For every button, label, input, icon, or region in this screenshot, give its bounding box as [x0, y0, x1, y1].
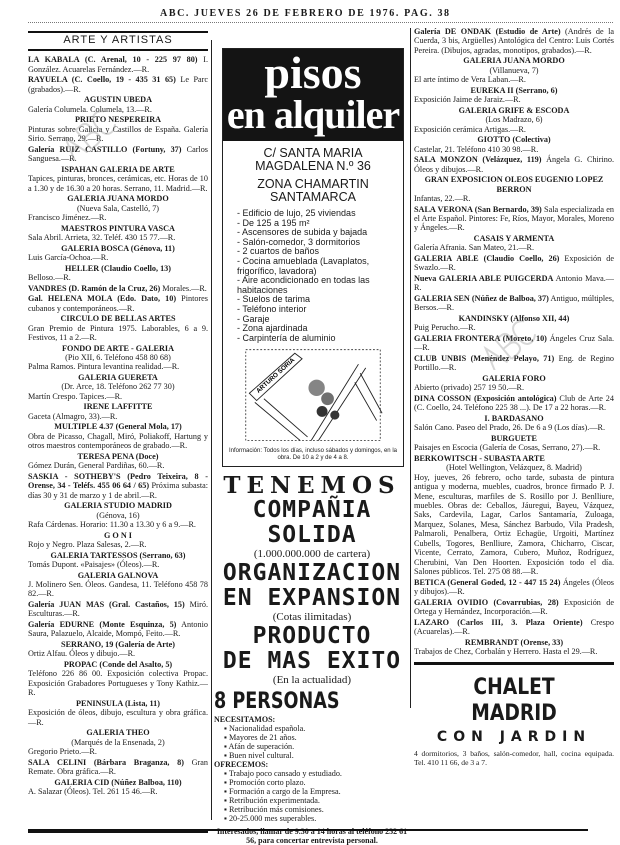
listing-text: Gran Remate. Obra gráfica.—R. — [28, 757, 209, 777]
listing-entry — [28, 194, 208, 222]
listing-title: GIOTTO (Colectiva) — [477, 135, 551, 145]
listing-title: GALERIA OVIDIO (Covarrubias, 28) — [414, 597, 559, 607]
listing-title: SALA CELINI (Bárbara Braganza, 8) — [28, 757, 184, 767]
listing-entry — [414, 434, 614, 453]
listing-entry — [414, 254, 614, 273]
listing-entry — [28, 422, 208, 450]
listing-text: Obra de Picasso, Chagall, Miró, Poliakoff, Hartung y otros maestros contemporáneos de grabado.—R. — [28, 431, 208, 451]
listing-entry — [28, 452, 208, 471]
listing-title: CIRCULO DE BELLAS ARTES — [60, 314, 176, 324]
pisos-ad-banner — [223, 49, 403, 141]
feature-item: - Teléfono interior — [237, 305, 403, 315]
listing-text: Gran Premio de Pintura 1975. Laborables, 6 a 9. Festivos, 11 a 2.—R. — [28, 323, 208, 343]
listing-title: EUREKA II (Serrano, 6) — [470, 85, 558, 95]
listing-title: LA KABALA (C. Arenal, 10 - 225 97 80) — [28, 55, 198, 65]
listing-text: Abierto (privado) 257 19 50.—R. — [414, 383, 525, 393]
ad-line: PRODUCTO — [252, 623, 372, 650]
listing-text: Ortiz Alfau. Óleos y dibujo.—R. — [28, 649, 136, 659]
listing-title: ISPAHAN GALERIA DE ARTE — [61, 164, 175, 174]
listing-entry — [28, 640, 208, 659]
listing-entry — [414, 414, 614, 433]
bottom-rule — [28, 829, 208, 833]
listing-title: GALERIA TARTESSOS (Serrano, 63) — [50, 550, 186, 560]
listing-entry — [414, 106, 614, 134]
listing-text: Exposición de Ortega y Hernández, Incorporación.—R. — [414, 597, 614, 616]
ad-zone: ZONA CHAMARTIN SANTAMARCA — [257, 177, 369, 204]
listing-entry — [414, 205, 614, 233]
listing-title: MAESTROS PINTURA VASCA — [61, 223, 175, 233]
listing-text: J. Molinero Sen. Óleos. Gandesa, 11. Teléfono 458 78 82.—R. — [28, 580, 208, 599]
listing-text: Infantas, 22.—R. — [414, 194, 471, 204]
listing-text: Galería Afrania. San Mateo, 21.—R. — [414, 243, 535, 253]
ad-note: (En la actualidad) — [272, 674, 352, 687]
listing-title: GALERIA FRONTERA (Moreto, 10) — [414, 334, 547, 344]
listing-title: GALERIA JUANA MORDO — [463, 56, 565, 66]
offer-item: ▪ Retribución experimentada. — [224, 796, 410, 805]
feature-item: - Garaje — [237, 315, 403, 325]
listing-entry — [414, 27, 614, 55]
job-ad — [214, 473, 410, 845]
listing-text: Gregorio Prieto.—R. — [28, 747, 97, 757]
feature-item: - 2 cuartos de baños — [237, 247, 403, 257]
ad-line: EN EXPANSION — [222, 585, 402, 612]
right-column — [414, 27, 614, 767]
listing-text: Gaceta (Almagro, 33).—R. — [28, 411, 118, 421]
section-title: ARTE Y ARTISTAS — [28, 31, 208, 51]
listing-text: Exposición cerámica Artigas.—R. — [414, 124, 526, 134]
listing-text: Le Parc (grabados).—R. — [28, 75, 208, 94]
listing-title: HELLER (Claudio Coello, 13) — [65, 263, 171, 273]
listing-title: FONDO DE ARTE - GALERIA — [61, 343, 175, 353]
listing-address: (Villanueva, 7) — [489, 65, 539, 75]
feature-item: - Edificio de lujo, 25 viviendas — [237, 209, 403, 219]
listing-entry — [414, 598, 614, 617]
feature-item: - Suelos de tarima — [237, 295, 403, 305]
offer-item: ▪ 20-25.000 mes superables. — [224, 814, 410, 823]
middle-column — [214, 48, 410, 845]
listing-text: Martín Crespo. Tapices.—R. — [28, 391, 123, 401]
ad-address: C/ SANTA MARIA MAGDALENA N.º 36 — [255, 146, 371, 173]
listing-entry — [28, 551, 208, 570]
listing-title: IRENE LAFFITTE — [83, 402, 153, 412]
listing-text: Teléfono 226 86 00. Exposición colectiva Propac. Exposición Grabadores Portugueses y Tony Kathiz.—R. — [28, 669, 208, 698]
listing-text: Antonio Saura, Palazuelo, Alcaide, Mompó, Feito.—R. — [28, 620, 208, 639]
listing-text: (Andrés de la Cuerda, 3 bis, Argüelles) Antológica del Centro: Luis Cortés Pereira. (Dibujos, agradas, monotipos, grabados).—R. — [414, 27, 615, 55]
listing-title: BERKOWITSCH - SUBASTA ARTE — [414, 454, 545, 464]
listing-address: (Los Madrazo, 6) — [485, 115, 543, 125]
listing-entry — [414, 56, 614, 84]
listing-title: GALERIA CID (Núñez Balboa, 110) — [54, 777, 182, 787]
listing-entry — [28, 472, 208, 500]
chalet-subtitle: CON JARDIN — [436, 729, 592, 746]
ad-line: ORGANIZACION — [222, 560, 402, 587]
listing-entry — [414, 334, 614, 353]
listing-entry — [28, 402, 208, 421]
requirements-list — [224, 724, 410, 760]
feature-item: - Carpintería de aluminio — [237, 334, 403, 344]
listing-text: Palma Ramos. Pintura levantina realidad.—R. — [28, 362, 180, 372]
feature-item: - Ascensores de subida y bajada — [237, 228, 403, 238]
listing-title: GALERIA FORO — [482, 374, 546, 384]
listing-entry — [414, 638, 614, 657]
listing-entry — [28, 264, 208, 283]
listing-title: SALA VERONA (San Bernardo, 39) — [414, 204, 542, 214]
listing-text: Próxima subasta: días 30 y 31 de marzo y 1 de abril.—R. — [28, 481, 209, 500]
listing-entry — [28, 294, 208, 313]
listing-title: GALERIA THEO — [86, 728, 150, 738]
listing-title: MULTIPLE 4.37 (General Mola, 17) — [54, 422, 182, 432]
ad-note: (1.000.000.000 de cartera) — [253, 548, 371, 561]
listing-title: LAZARO (Carlos III, 3. Plaza Oriente) — [414, 617, 583, 627]
listing-title: SERRANO, 19 (Galería de Arte) — [61, 640, 175, 650]
listing-title: DINA COSSON (Exposición antológica) — [414, 394, 557, 404]
listing-entry — [414, 394, 614, 413]
feature-item: - De 125 a 195 m² — [237, 219, 403, 229]
map-caption: Información: Todos los días, incluso sábados y domingos, en la obra. De 10 a 2 y de 4 a 8. — [229, 448, 397, 462]
listing-entry — [28, 344, 208, 372]
listing-entry — [28, 699, 208, 727]
listing-text: Antonio Mava.—R. — [414, 274, 614, 293]
listing-text: Club de Arte 24 (C. Coello, 24. Teléfono 225 38 ...). De 17 a 22 horas.—R. — [414, 394, 614, 413]
listing-entry — [414, 234, 614, 253]
listing-text: Sala Abril. Arrieta, 32. Teléf. 430 15 77.—R. — [28, 233, 176, 243]
features-list — [237, 209, 403, 343]
listing-entry — [28, 115, 208, 143]
listing-entry — [28, 145, 208, 164]
listing-title: Galería RUIZ CASTILLO (Fortuny, 37) — [28, 144, 182, 154]
requirement-item: ▪ Nacionalidad española. — [224, 724, 410, 733]
left-column — [28, 31, 208, 798]
offer-label: OFRECEMOS: — [214, 760, 269, 770]
listing-text: Crespo (Acuarelas).—R. — [414, 617, 614, 636]
offer-list — [224, 769, 410, 823]
feature-item: - Salón-comedor, 3 dormitorios — [237, 238, 403, 248]
listing-text: Pinturas sobre Galicia y Castillos de España. Galería Sirio. Serrano, 29.—R. — [28, 124, 208, 144]
listing-title: Galería DE ONDAK (Estudio de Arte) — [414, 27, 561, 36]
listing-entry — [414, 86, 614, 105]
alquiler-headline: en alquiler — [226, 92, 400, 137]
listing-text: Morales.—R. — [162, 283, 207, 293]
listing-entry — [28, 55, 208, 74]
listing-text: Belloso.—R. — [28, 273, 71, 283]
feature-item: - Zona ajardinada — [237, 324, 403, 334]
feature-item: - Aire acondicionado en todas las habitaciones — [237, 276, 403, 295]
listing-text: Miró. Esculturas.—R. — [28, 600, 208, 619]
listing-title: GALERIA STUDIO MADRID — [64, 501, 172, 511]
listing-text: Exposición Jaime de Jaraiz.—R. — [414, 95, 521, 105]
listing-title: Gal. HELENA MOLA (Edo. Dato, 10) — [28, 294, 177, 304]
listing-text: Exposición de Swazlo.—R. — [414, 254, 614, 273]
listing-title: AGUSTIN UBEDA — [83, 95, 152, 105]
listing-title: REMBRANDT (Orense, 33) — [464, 637, 564, 647]
listing-entry — [414, 294, 614, 313]
offer-item: ▪ Promoción corto plazo. — [224, 778, 410, 787]
listing-text: Pintores cubanos y contemporáneos.—R. — [28, 294, 208, 313]
listing-text: Gómez Durán, General Pardiñas, 60.—R. — [28, 461, 165, 471]
listing-title: Galería EDURNE (Monte Esquinza, 5) — [28, 620, 177, 630]
listing-address: (Dr. Arce, 18. Teléfono 262 77 30) — [61, 382, 175, 392]
listing-entry — [414, 578, 614, 597]
listing-entry — [28, 620, 208, 639]
ad-contact: Interesados, llamar de 9.30 a 14 horas al teléfono 232 61 56, para concertar entrevista personal. — [216, 827, 408, 845]
listing-text: Ángeles (Óleos y dibujos).—R. — [414, 577, 614, 596]
listing-entry — [28, 531, 208, 550]
offer-item: ▪ Trabajo poco cansado y estudiado. — [224, 769, 410, 778]
listing-entry — [414, 155, 614, 174]
listing-text: Tapices, pinturas, bronces, cerámicas, etc. Horas de 10 a 1.30 y de 16.30 a 20 horas. Serrano, 11. Madrid.—R. — [28, 174, 208, 193]
listing-address: (Nueva Sala, Castelló, 7) — [76, 203, 160, 213]
listing-entry — [28, 95, 208, 114]
bottom-rule — [208, 829, 588, 831]
requirement-item: ▪ Buen nivel cultural. — [224, 751, 410, 760]
right-listings — [414, 27, 614, 656]
listing-entry — [28, 244, 208, 263]
chalet-text: 4 dormitorios, 3 baños, salón-comedor, hall, cocina equipada. Tel. 410 11 66, de 3 a 7. — [414, 749, 614, 767]
listing-text: Rojo y Negro. Plaza Salesas, 2.—R. — [28, 540, 147, 550]
listing-address: (Hotel Wellington, Velázquez, 8. Madrid) — [446, 463, 582, 473]
listing-title: BETICA (General Goded, 12 - 447 15 24) — [414, 577, 561, 587]
listing-entry — [414, 135, 614, 154]
listing-title: CLUB UNBIS (Menéndez Pelayo, 71) — [414, 354, 555, 364]
listing-title: PROPAC (Conde del Asalto, 5) — [63, 660, 173, 670]
listing-title: GALERIA BOSCA (Génova, 11) — [61, 243, 175, 253]
listing-text: I. González. Acuarelas Fernández.—R. — [28, 55, 208, 74]
listing-text: Eng. de Regino Portillo.—R. — [414, 354, 615, 373]
feature-item: - Cocina amueblada (Lavaplatos, frigorífico, lavadora) — [237, 257, 403, 276]
listing-address: (Génova, 16) — [96, 510, 140, 520]
listing-title: GALERIA ABLE (Claudio Coello, 26) — [414, 254, 560, 264]
listing-text: Trabajos de Chez, Corbalán y Herrero. Hasta el 29.—R. — [414, 646, 598, 656]
listing-title: SALA MONZON (Velázquez, 119) — [414, 155, 542, 165]
listing-text: Francisco Jiménez.—R. — [28, 213, 107, 223]
listing-text: Antiguo, múltiples, Bersos.—R. — [414, 294, 614, 313]
listing-entry — [414, 274, 614, 293]
listing-address: (Pio XII, 6. Teléfono 458 80 68) — [65, 353, 171, 363]
listing-entry — [28, 284, 208, 293]
map-street-label: ARTURO SORIA — [255, 357, 297, 396]
need-label: NECESITAMOS: — [214, 715, 276, 725]
column-divider — [410, 28, 411, 708]
listing-title: Nueva GALERIA ABLE PUIGCERDA — [414, 274, 554, 284]
listing-title: BURGUETE — [491, 434, 537, 444]
listing-title: TERESA PENA (Doce) — [77, 451, 159, 461]
offer-item: ▪ Retribución más comisiones. — [224, 805, 410, 814]
requirement-item: ▪ Afán de superación. — [224, 742, 410, 751]
listing-text: Hoy, jueves, 26 febrero, ocho tarde, subasta de pintura antigua y moderna, muebles, cuadros, bronce firmado P. J. Mene, esculturas, marfiles de S. Rosillo por J. Benlliure, muebles. Obras de: Ceballos, Jáuregui, Bayeu, Vázquez, Saks, Cardevila, Lagar, Carlos Santamaría, Zuloaga, Marquez, Solanes, Mesa, Sánchez Barbudo, Vila Pradesh, Palmaroli, Penalbera, Ortiz Echagüe, Urgoiti, Martínez Cubells, Togores, Benlliure, Zamora, Chicharro, Ciscar, Vicente, Cerrato, Zamora, Cubero, Muñoz, Rodríguez, Cherubini, Van Den Hoorten. Exposición todo el día. Salones públicos. Tel. 275 08 88.—R. — [414, 472, 614, 576]
listing-title: GALERIA GUERETA — [78, 373, 158, 383]
pisos-alquiler-ad — [222, 48, 404, 467]
listing-title: PRIETO NESPEREIRA — [74, 115, 162, 125]
ad-note: (Cotas ilimitadas) — [272, 611, 352, 624]
column-divider — [211, 40, 212, 820]
building-block-icon — [308, 380, 339, 420]
listing-text: Exposición de óleos, dibujo, escultura y obra gráfica.—R. — [28, 708, 208, 727]
listing-text: Ángela G. Chirino. Óleos y dibujos.—R. — [414, 155, 615, 174]
listing-text: Rafa Cárdenas. Horario: 11.30 a 13.30 y 6 a 9.—R. — [28, 520, 196, 530]
listing-entry — [28, 571, 208, 599]
listing-entry — [414, 374, 614, 393]
listing-title: GALERIA GALNOVA — [77, 570, 159, 580]
listing-title: GALERIA JUANA MORDO — [67, 194, 169, 204]
listing-text: Salón Cano. Paseo del Prado, 26. De 6 a 9 (Los días).—R. — [414, 423, 606, 433]
ad-line: TENEMOS — [223, 472, 401, 500]
listing-entry — [414, 175, 614, 203]
listing-text: Ángeles Cruz Sala.—R. — [414, 334, 614, 353]
listing-entry — [28, 501, 208, 529]
header-rule — [28, 22, 613, 23]
listing-text: Paisajes en Escocia (Galería de Cosas, Serrano, 27).—R. — [414, 443, 601, 453]
listing-title: Galería JUAN MAS (Gral. Castaños, 15) — [28, 600, 185, 610]
listing-title: G O N I — [104, 530, 132, 540]
location-map — [233, 346, 393, 446]
listing-title: GRAN EXPOSICION OLEOS EUGENIO LOPEZ BERRON — [424, 175, 604, 194]
listing-entry — [28, 75, 208, 94]
listing-title: I. BARDASANO — [484, 414, 544, 424]
listing-entry — [28, 165, 208, 193]
listing-entry — [28, 778, 208, 797]
listing-text: Galería Columela. Columela, 13.—R. — [28, 104, 152, 114]
listing-text: Tomás Dupont. «Paisajes» (Óleos).—R. — [28, 560, 160, 570]
listing-entry — [28, 728, 208, 756]
listing-title: KANDINSKY (Alfonso XII, 44) — [458, 314, 570, 324]
listing-text: Luis García-Ochoa.—R. — [28, 253, 109, 263]
listing-entry — [28, 758, 208, 777]
offer-item: ▪ Formación a cargo de la Empresa. — [224, 787, 410, 796]
page-header: ABC. JUEVES 26 DE FEBRERO DE 1976. PAG. 38 — [160, 8, 451, 19]
listing-text: A. Salazar (Óleos). Tel. 261 15 46.—R. — [28, 787, 158, 797]
listing-text: Castelar, 21. Teléfono 410 30 98.—R. — [414, 144, 539, 154]
listing-text: El arte íntimo de Vera Laban.—R. — [414, 75, 526, 85]
listing-address: (Marqués de la Ensenada, 2) — [71, 737, 165, 747]
ad-personas: 8 PERSONAS — [214, 689, 340, 715]
listing-text: Carlos Sanguesa.—R. — [28, 144, 208, 164]
listing-title: GALERIA SEN (Núñez de Balboa, 37) — [414, 294, 549, 304]
ad-line: DE MAS EXITO — [222, 648, 402, 675]
listing-entry — [28, 314, 208, 342]
listing-title: RAYUELA (C. Coello, 19 - 435 31 65) — [28, 75, 176, 85]
listing-entry — [414, 454, 614, 576]
pisos-headline: pisos — [264, 47, 362, 98]
listing-text: Sala especializada en el Arte Español. Pintores: Fe, Ríos, Mayor, Morales, Moreno y Ángeles.—R. — [414, 204, 614, 233]
listing-text: Puig Perucho.—R. — [414, 323, 476, 333]
listing-title: GALERIA GRIFE & ESCODA — [458, 105, 570, 115]
chalet-ad — [414, 662, 614, 767]
ad-line: COMPAÑIA SOLIDA — [252, 497, 372, 549]
listing-entry — [28, 224, 208, 243]
listing-entry — [414, 618, 614, 637]
listing-entry — [28, 373, 208, 401]
listing-title: PENINSULA (Lista, 11) — [76, 698, 160, 708]
requirement-item: ▪ Mayores de 21 años. — [224, 733, 410, 742]
listing-entry — [414, 354, 614, 373]
listing-entry — [414, 314, 614, 333]
listing-title: CASAIS Y ARMENTA — [473, 234, 555, 244]
listing-entry — [28, 660, 208, 698]
chalet-title: CHALET MADRID — [471, 675, 557, 727]
listing-entry — [28, 600, 208, 619]
listing-title: SASKIA - SOTHEBY'S (Pedro Teixeira, 8 - Orense, 34 - Teléfs. 455 06 64 / 65) — [28, 471, 208, 491]
left-listings — [28, 55, 208, 796]
listing-title: VANDRES (D. Ramón de la Cruz, 26) — [28, 283, 161, 293]
